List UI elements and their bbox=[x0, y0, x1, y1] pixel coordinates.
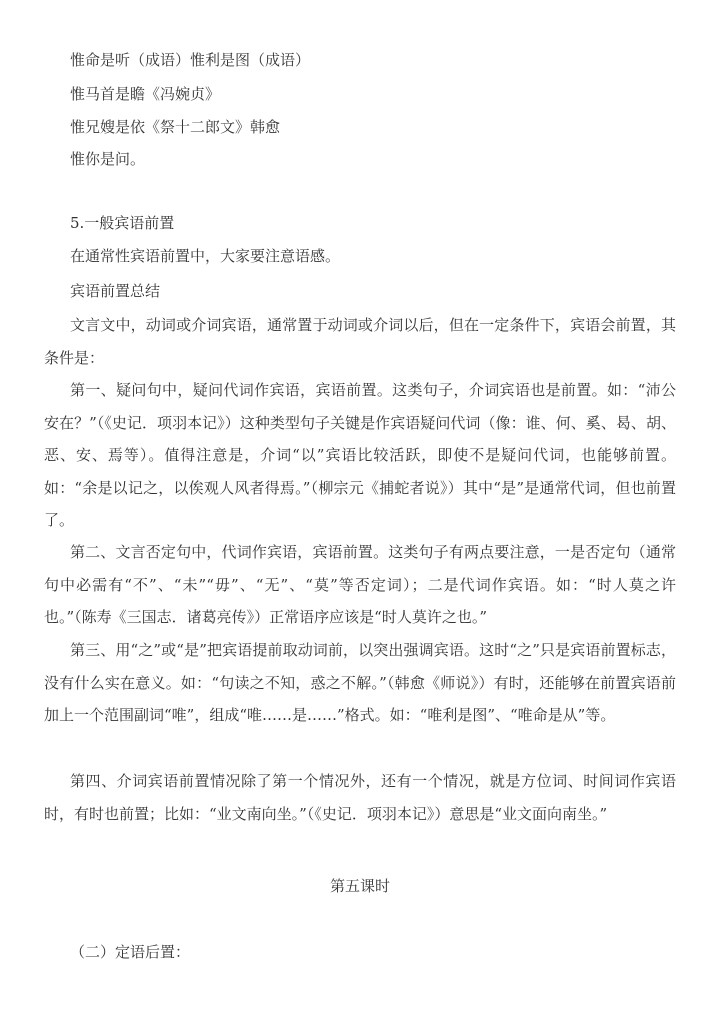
rule-paragraph-1: 第一、疑问句中，疑问代词作宾语，宾语前置。这类句子，介词宾语也是前置。如：“沛公安在？”（《史记．项羽本记》）这种类型句子关键是作宾语疑问代词（像：谁、何、奚、曷、胡、恶、安、焉等）。值得注意是，介词“以”宾语比较活跃，即使不是疑问代词，也能够前置。如：“余是以记之，以俟观人风者得焉。”（柳宗元《捕蛇者说》）其中“是”是通常代词，但也前置了。 bbox=[44, 381, 676, 529]
example-line-3: 惟兄嫂是依《祭十二郎文》韩愈 bbox=[70, 118, 281, 136]
example-line-4: 惟你是问。 bbox=[70, 150, 146, 168]
rule-paragraph-2: 第二、文言否定句中，代词作宾语，宾语前置。这类句子有两点要注意，一是否定句（通常句中必需有“不”、“未”“毋”、“无”、“莫”等否定词）；二是代词作宾语。如：“时人莫之许也。”（陈寿《三国志．诸葛亮传》）正常语序应该是“时人莫许之也。” bbox=[44, 543, 676, 626]
rule-paragraph-4: 第四、介词宾语前置情况除了第一个情况外，还有一个情况，就是方位词、时间词作宾语时，有时也前置；比如：“业文南向坐。”（《史记．项羽本记》）意思是“业文面向南坐。” bbox=[44, 772, 676, 823]
intro-paragraph: 文言文中，动词或介词宾语，通常置于动词或介词以后，但在一定条件下，宾语会前置，其条件是： bbox=[44, 316, 676, 367]
lesson-title: 第五课时 bbox=[329, 877, 390, 895]
example-line-1: 惟命是听（成语）惟利是图（成语） bbox=[70, 51, 311, 69]
summary-heading: 宾语前置总结 bbox=[70, 282, 161, 300]
example-line-2: 惟马首是瞻《冯婉贞》 bbox=[70, 85, 221, 103]
rule-paragraph-3: 第三、用“之”或“是”把宾语提前取动词前，以突出强调宾语。这时“之”只是宾语前置标志，没有什么实在意义。如：“句读之不知，惑之不解。”（韩愈《师说》）有时，还能够在前置宾语前加上一个范围副词“唯”，组成“唯……是……”格式。如：“唯利是图”、“唯命是从”等。 bbox=[44, 641, 676, 724]
section-heading-attributive: （二）定语后置： bbox=[70, 943, 191, 961]
section-5-note: 在通常性宾语前置中，大家要注意语感。 bbox=[70, 247, 341, 265]
section-5-heading: 5.一般宾语前置 bbox=[70, 214, 175, 232]
